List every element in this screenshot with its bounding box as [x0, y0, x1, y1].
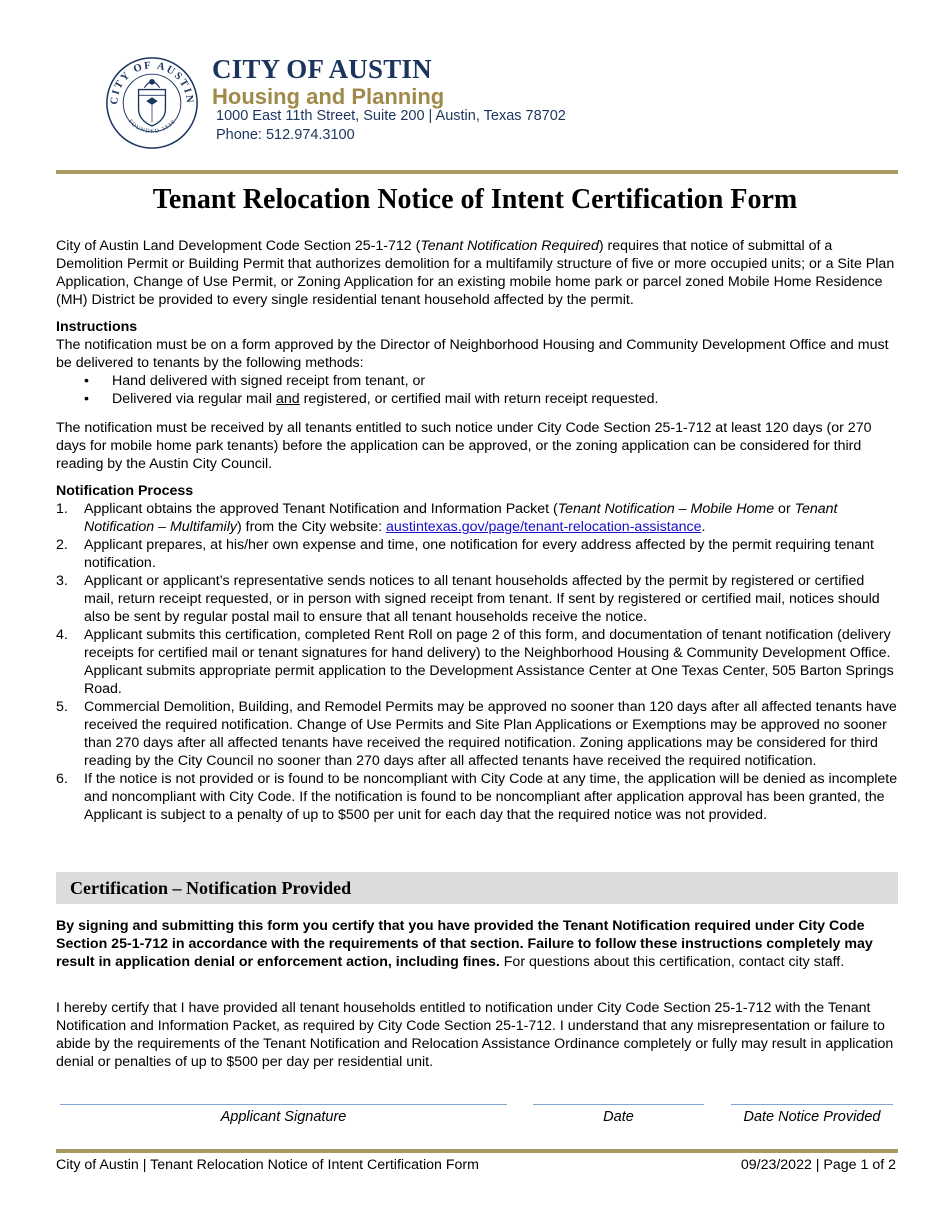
date-notice-provided-field[interactable]	[731, 1104, 893, 1105]
certification-declaration: I hereby certify that I have provided all tenant households entitled to notification under City Code Section 25-1-712 with the Tenant Notification and Information Packet, as required by City Code Section 25-1-712. I understand that any misrepresentation or failure to abide by the requirements of the Tenant Notification and Relocation Assistance Ordinance completely or fully may result in application denial or penalties of up to $500 per day per residential unit.	[56, 1000, 894, 1070]
office-phone: Phone: 512.974.3100	[216, 127, 355, 143]
city-of-austin-seal-icon	[104, 55, 200, 151]
intro-paragraph: City of Austin Land Development Code Section 25-1-712 (Tenant Notification Required) requires that notice of submittal of a Demolition Permit or Building Permit that authorizes demolition for a multifamily structure of five or more occupied units; or a Site Plan Application, Change of Use Permit, or Zoning Application for an existing mobile home park or parcel zoned Mobile Home Residence (MH) District be provided to every single residential tenant household affected by the permit.	[56, 238, 895, 308]
process-heading: Notification Process	[56, 483, 194, 499]
org-name: CITY OF AUSTIN	[212, 54, 432, 84]
list-item: 2. Applicant prepares, at his/her own expense and time, one notification for every address affected by the permit requiring tenant notification.	[56, 537, 874, 571]
list-item: 4. Applicant submits this certification, completed Rent Roll on page 2 of this form, and documentation of tenant notification (delivery receipts for certified mail or tenant signatures for hand delivery) to the Neighborhood Housing & Community Development Office. Applicant submits appropriate permit application to the Development Assistance Center at One Texas Center, 505 Barton Springs Road.	[56, 627, 894, 697]
department-name: Housing and Planning	[212, 84, 445, 109]
list-item: • Delivered via regular mail and registered, or certified mail with return receipt requested.	[56, 390, 898, 408]
footer-divider	[56, 1149, 898, 1153]
seal-text-top: CITY OF AUSTIN	[109, 60, 195, 105]
certification-statement: By signing and submitting this form you certify that you have provided the Tenant Notification required under City Code Section 25-1-712 in accordance with the requirements of that section. Failure to follow these instructions completely may result in application denial or enforcement action, including fines. For questions about this certification, contact city staff.	[56, 918, 873, 970]
date-label: Date	[603, 1109, 634, 1125]
receipt-requirement-paragraph: The notification must be received by all tenants entitled to such notice under City Code Section 25-1-712 at least 120 days (or 270 days for mobile home park tenants) before the application can be approved, or the zoning application can be considered for third reading by the Austin City Council.	[56, 420, 872, 472]
list-item: 5. Commercial Demolition, Building, and Remodel Permits may be approved no sooner than 120 days after all affected tenants have received the required notification. Change of Use Permits and Site Plan Applications or Exemptions may be approved no sooner than 270 days after all affected tenants have received the required notification. Zoning applications may be considered for third reading by the City Council no sooner than 270 days after all affected tenants have received the required notification.	[56, 699, 897, 769]
list-item: 1. Applicant obtains the approved Tenant Notification and Information Packet (Tenant Notification – Mobile Home or Tenant Notification – Multifamily) from the City website: austintexas.gov/page/tenant-relocation-assistance.	[56, 501, 838, 535]
footer-form-name: City of Austin | Tenant Relocation Notice of Intent Certification Form	[56, 1157, 479, 1173]
form-title: Tenant Relocation Notice of Intent Certification Form	[152, 184, 798, 215]
date-field[interactable]	[533, 1104, 704, 1105]
instructions-heading: Instructions	[56, 319, 138, 335]
notification-process-section	[56, 482, 898, 824]
instructions-section	[56, 318, 898, 408]
seal-text-bottom: FOUNDED 1839	[126, 118, 178, 136]
office-address: 1000 East 11th Street, Suite 200 | Austin, Texas 78702	[216, 108, 566, 124]
certification-heading: Certification – Notification Provided	[70, 878, 352, 898]
list-item: • Hand delivered with signed receipt from tenant, or	[56, 372, 898, 390]
applicant-signature-field[interactable]	[60, 1104, 507, 1105]
list-item: 3. Applicant or applicant’s representative sends notices to all tenant households affected by the permit by registered or certified mail, return receipt requested, or in person with signed receipt from tenant. If sent by registered or certified mail, notices should also be sent by regular postal mail to ensure that all tenant households receive the notice.	[56, 573, 880, 625]
footer-page-info: 09/23/2022 | Page 1 of 2	[740, 1157, 896, 1173]
list-item: 6. If the notice is not provided or is found to be noncompliant with City Code at any time, the application will be denied as incomplete and noncompliant with City Code. If the notification is found to be noncompliant after application approval has been granted, the Applicant is subject to a penalty of up to $500 per unit for each day that the required notice was not provided.	[56, 771, 898, 823]
tenant-relocation-link[interactable]: austintexas.gov/page/tenant-relocation-assistance	[385, 519, 702, 535]
date-notice-provided-label: Date Notice Provided	[743, 1109, 881, 1125]
instructions-text: The notification must be on a form approved by the Director of Neighborhood Housing and Community Development Office and must be delivered to tenants by the following methods:	[56, 337, 889, 371]
header-divider	[56, 170, 898, 174]
certification-band	[56, 872, 898, 904]
applicant-signature-label: Applicant Signature	[220, 1109, 347, 1125]
